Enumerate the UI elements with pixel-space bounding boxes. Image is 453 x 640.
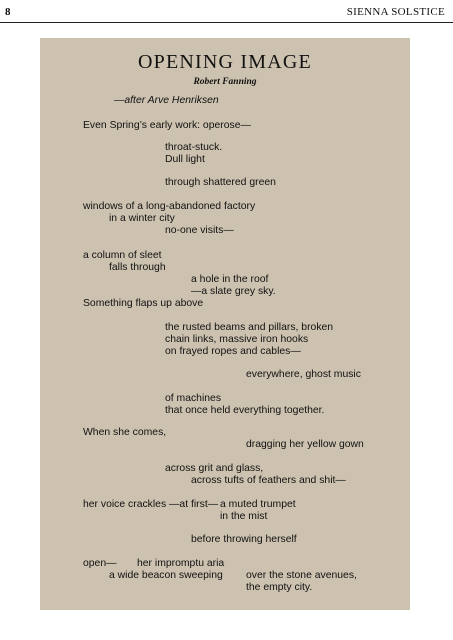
poem-line: Something flaps up above (83, 298, 204, 309)
page-number: 8 (5, 6, 11, 18)
poem-panel (40, 38, 410, 610)
poem-line: —a slate grey sky. (191, 286, 276, 297)
poem-dedication: —after Arve Henriksen (114, 95, 219, 106)
poem-author: Robert Fanning (193, 77, 257, 87)
poem-line: across grit and glass, (165, 463, 264, 474)
poem-line: chain links, massive iron hooks (165, 334, 309, 345)
poem-line: open— (83, 558, 117, 569)
poem-line: over the stone avenues, (246, 570, 357, 581)
poem-line: her voice crackles —at first— (83, 499, 219, 510)
poem-line: across tufts of feathers and shit— (191, 475, 346, 486)
poem-line: her impromptu aria (137, 558, 225, 569)
poem-line: windows of a long-abandoned factory (83, 201, 256, 212)
poem-line: Dull light (165, 154, 205, 165)
poem-line: before throwing herself (191, 534, 297, 545)
poem-line: that once held everything together. (165, 405, 325, 416)
poem-line: Even Spring’s early work: operose— (83, 120, 251, 131)
poem-line: no-one visits— (165, 225, 234, 236)
poem-line: everywhere, ghost music (246, 369, 361, 380)
poem-line: a hole in the roof (191, 274, 269, 285)
poem-title: OPENING IMAGE (138, 51, 312, 73)
poem-line: the empty city. (246, 582, 313, 593)
poem-line: through shattered green (165, 177, 276, 188)
magazine-title: SIENNA SOLSTICE (346, 6, 445, 18)
poem-line: a wide beacon sweeping (109, 570, 223, 581)
poem-line: a muted trumpet (220, 499, 296, 510)
poem-line: dragging her yellow gown (246, 439, 364, 450)
header-rule (0, 22, 453, 23)
poem-line: in the mist (220, 511, 268, 522)
poem-line: falls through (109, 262, 166, 273)
poem-line: When she comes, (83, 427, 167, 438)
poem-line: of machines (165, 393, 222, 404)
poem-line: a column of sleet (83, 250, 162, 261)
poem-line: on frayed ropes and cables— (165, 346, 301, 357)
poem-line: throat-stuck. (165, 142, 223, 153)
poem-line: the rusted beams and pillars, broken (165, 322, 334, 333)
poem-line: in a winter city (109, 213, 175, 224)
